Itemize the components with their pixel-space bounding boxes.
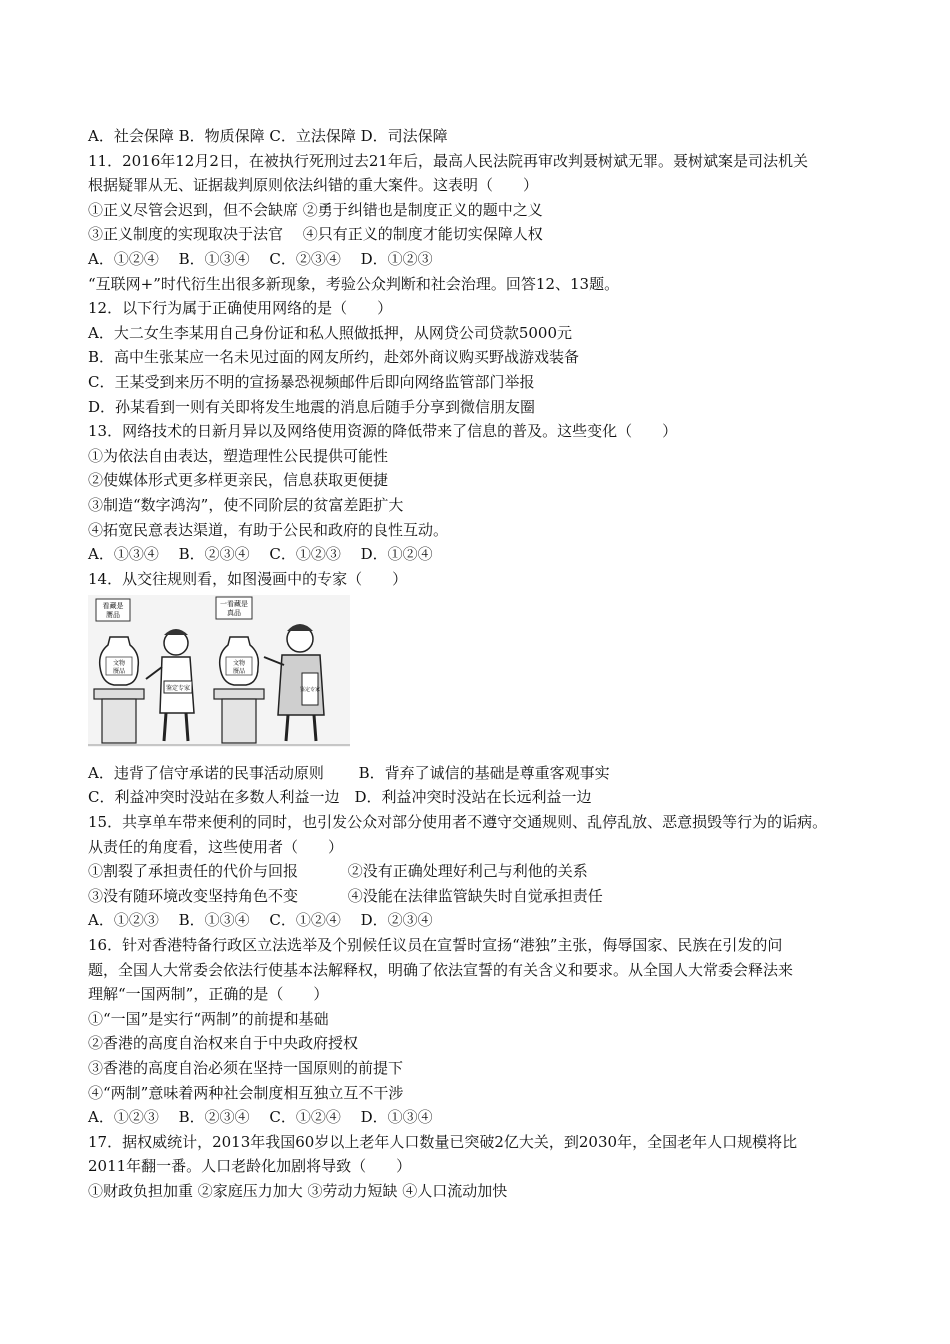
q17-stem-line1: 17．据权威统计，2013年我国60岁以上老年人口数量已突破2亿大关，到2030年，全国老年人口规模将比 <box>88 1132 798 1151</box>
q16-stem-line2: 题，全国人大常委会依法行使基本法解释权，明确了依法宣誓的有关含义和要求。从全国人大常委会释法来 <box>88 960 794 979</box>
expert-cartoon <box>88 595 350 747</box>
q13-stem: 13．网络技术的日新月异以及网络使用资源的降低带来了信息的普及。这些变化（ ） <box>88 422 678 441</box>
left-pedestal-top <box>94 689 144 699</box>
q10-options: A．社会保障 B．物质保障 C．立法保障 D．司法保障 <box>88 127 448 145</box>
q17-stem-line2: 2011年翻一番。人口老龄化加剧将导致（ ） <box>88 1157 412 1176</box>
q11-options: A．①②④ B．①③④ C．②③④ D．①②③ <box>88 249 433 268</box>
intro-12-13: “互联网+”时代衍生出很多新现象，考验公众判断和社会治理。回答12、13题。 <box>88 274 620 293</box>
q15-stem-line2: 从责任的角度看，这些使用者（ ） <box>88 837 344 856</box>
q11-stem-line1: 11．2016年12月2日，在被执行死刑过去21年后，最高人民法院再审改判聂树斌无罪。聂树斌案是司法机关 <box>88 151 808 170</box>
q16-item-3: ③香港的高度自治必须在坚持一国原则的前提下 <box>88 1059 404 1077</box>
q12-option-c: C．王某受到来历不明的宣扬暴恐视频邮件后即向网络监管部门举报 <box>88 372 535 391</box>
q15-options: A．①②③ B．①③④ C．①②④ D．②③④ <box>88 911 433 930</box>
q13-item-3: ③制造“数字鸿沟”，使不同阶层的贫富差距扩大 <box>88 495 404 514</box>
right-pedestal-icon <box>222 699 256 743</box>
q11-items-1-2: ①正义尽管会迟到，但不会缺席 ②勇于纠错也是制度正义的题中之义 <box>88 200 543 219</box>
q11-stem-line2: 根据疑罪从无、证据裁判原则依法纠错的重大案件。这表明（ ） <box>88 176 539 195</box>
q14-options-ab: A．违背了信守承诺的民事活动原则 B．背弃了诚信的基础是尊重客观事实 <box>88 763 610 782</box>
q13-item-1: ①为依法自由表达，塑造理性公民提供可能性 <box>88 446 389 465</box>
question-12 <box>88 296 878 419</box>
q11-items-3-4: ③正义制度的实现取决于法官 ④只有正义的制度才能切实保障人权 <box>88 225 543 244</box>
q14-options-cd: C．利益冲突时没站在多数人利益一边 D．利益冲突时没站在长远利益一边 <box>88 788 592 807</box>
q15-stem-line1: 15．共享单车带来便利的同时，也引发公众对部分使用者不遵守交通规则、乱停乱放、恶意损毁等行为的诟病。 <box>88 813 828 832</box>
left-caption-line2: 赝品 <box>106 611 120 620</box>
q12-option-d: D．孙某看到一则有关即将发生地震的消息后随手分享到微信朋友圈 <box>88 397 536 416</box>
q14-stem: 14．从交往规则看，如图漫画中的专家（ ） <box>88 569 408 588</box>
left-vase-label-line2: 赝品 <box>112 668 126 676</box>
question-17 <box>88 1130 878 1204</box>
exam-content <box>88 124 878 1204</box>
right-expert-badge-text: 鉴定专家 <box>299 687 321 694</box>
left-expert-badge-text: 鉴定专家 <box>165 685 191 693</box>
right-caption-line2: 真品 <box>227 609 241 618</box>
q16-item-1: ①“一国”是实行“两制”的前提和基础 <box>88 1009 329 1028</box>
q15-items-3-4: ③没有随环境改变坚持角色不变 ④没能在法律监管缺失时自觉承担责任 <box>88 886 603 905</box>
left-caption-line1: 看藏是 <box>102 602 124 611</box>
right-caption-line1: 一看藏是 <box>220 600 248 609</box>
q15-items-1-2: ①割裂了承担责任的代价与回报 ②没有正确处理好利己与利他的关系 <box>88 862 588 881</box>
question-15 <box>88 810 878 933</box>
question-16 <box>88 933 878 1130</box>
q12-option-b: B．高中生张某应一名未见过面的网友所约，赴郊外商议购买野战游戏装备 <box>88 348 580 367</box>
q16-options: A．①②③ B．②③④ C．①②④ D．①③④ <box>88 1108 433 1127</box>
q12-stem: 12．以下行为属于正确使用网络的是（ ） <box>88 299 393 318</box>
question-11 <box>88 149 878 272</box>
right-vase-label-line2: 赝品 <box>232 668 246 676</box>
q16-item-4: ④“两制”意味着两种社会制度相互独立互不干涉 <box>88 1083 404 1102</box>
q16-stem-line3: 理解“一国两制”，正确的是（ ） <box>88 985 329 1004</box>
q17-items: ①财政负担加重 ②家庭压力加大 ③劳动力短缺 ④人口流动加快 <box>88 1181 508 1200</box>
q13-item-2: ②使媒体形式更多样更亲民，信息获取更便捷 <box>88 471 389 490</box>
question-14 <box>88 567 878 810</box>
right-vase-label-line1: 文物 <box>232 660 246 668</box>
question-13 <box>88 419 878 567</box>
left-vase-label-line1: 文物 <box>112 660 126 668</box>
right-pedestal-top <box>214 689 264 699</box>
q13-options: A．①③④ B．②③④ C．①②③ D．①②④ <box>88 545 433 564</box>
q13-item-4: ④拓宽民意表达渠道，有助于公民和政府的良性互动。 <box>88 520 449 539</box>
q12-option-a: A．大二女生李某用自己身份证和私人照做抵押，从网贷公司贷款5000元 <box>88 323 573 342</box>
q16-item-2: ②香港的高度自治权来自于中央政府授权 <box>88 1034 359 1053</box>
left-pedestal-icon <box>102 699 136 743</box>
q16-stem-line1: 16．针对香港特备行政区立法选举及个别候任议员在宣誓时宣扬“港独”主张，侮辱国家、民族在引发的问 <box>88 936 783 955</box>
